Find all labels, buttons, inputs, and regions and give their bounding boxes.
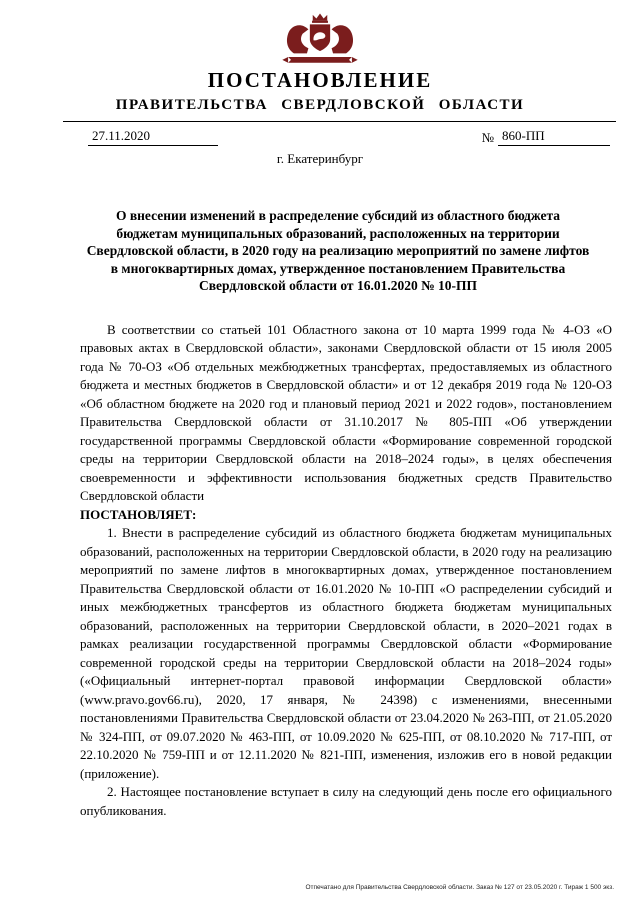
emblem-container — [0, 0, 640, 62]
sverdlovsk-oblast-coat-of-arms-icon — [276, 12, 364, 70]
document-body — [80, 321, 612, 821]
document-number-group — [482, 128, 610, 146]
document-subject-heading: О внесении изменений в распределение субсидий из областного бюджета бюджетам муниципальных образований, расположенных на территории Свердловской области, в 2020 году на реализацию мероприятий по замене лифтов в многоквартирных домах, утвержденное постановлением Правительства Свердловской области от 16.01.2020 № 10-ПП — [86, 208, 590, 293]
preamble-paragraph: В соответствии со статьей 101 Областного закона от 10 марта 1999 года № 4-ОЗ «О правовых актах в Свердловской области», законами Свердловской области от 15 июля 2005 года № 70-ОЗ «Об отдельных межбюджетных трансфертах, предоставляемых из областного бюджета и местных бюджетов в Свердловской области» и от 12 декабря 2019 года № 120-ОЗ «Об областном бюджете на 2020 год и плановый период 2021 и 2022 годов», постановлением Правительства Свердловской области от 31.10.2017 № 805-ПП «Об утверждении государственной программы Свердловской области «Формирование современной городской среды на территории Свердловской области на 2018–2024 годы», в целях обеспечения своевременности и эффективности использования бюджетных средств Правительство Свердловской области — [80, 321, 612, 503]
clause-2-paragraph: 2. Настоящее постановление вступает в силу на следующий день после его официального опубликования. — [80, 784, 612, 818]
date-number-row — [88, 128, 610, 146]
authority-title: ПРАВИТЕЛЬСТВА СВЕРДЛОВСКОЙ ОБЛАСТИ — [115, 97, 525, 113]
resolves-line: ПОСТАНОВЛЯЕТ: — [80, 506, 197, 522]
document-type-title: ПОСТАНОВЛЕНИЕ — [207, 68, 433, 92]
document-date: 27.11.2020 — [88, 128, 218, 146]
city-line: г. Екатеринбург — [276, 151, 364, 166]
clause-1-paragraph: 1. Внести в распределение субсидий из областного бюджета бюджетам муниципальных образований, расположенных на территории Свердловской области, в 2020 году на реализацию мероприятий по замене лифтов в многоквартирных домах, утвержденное постановлением Правительства Свердловской области от 16.01.2020 № 10-ПП «О распределении субсидий и иных межбюджетных трансфертов из областного бюджета бюджетам муниципальных образований, расположенных на территории Свердловской области, в 2020–2021 годах в рамках реализации государственной программы Свердловской области «Формирование современной городской среды на территории Свердловской области на 2018–2024 годы» («Официальный интернет-портал правовой информации Свердловской области» (www.pravo.gov66.ru), 2020, 17 января, № 24398) с изменениями, внесенными постановлениями Правительства Свердловской области от 23.04.2020 № 263-ПП, от 21.05.2020 № 324-ПП, от 09.07.2020 № 463-ПП, от 10.09.2020 № 625-ПП, от 08.10.2020 № 717-ПП, от 22.10.2020 № 759-ПП и от 12.11.2020 № 821-ПП, изменения, изложив его в новой редакции (приложение). — [80, 525, 612, 781]
number-sign-label: № — [481, 130, 494, 145]
print-shop-info: Отпечатано для Правительства Свердловской области. Заказ № 127 от 23.05.2020 г. Тираж 1 500 экз. — [305, 884, 614, 891]
header-divider — [63, 121, 616, 122]
document-number: 860-ПП — [498, 128, 610, 146]
